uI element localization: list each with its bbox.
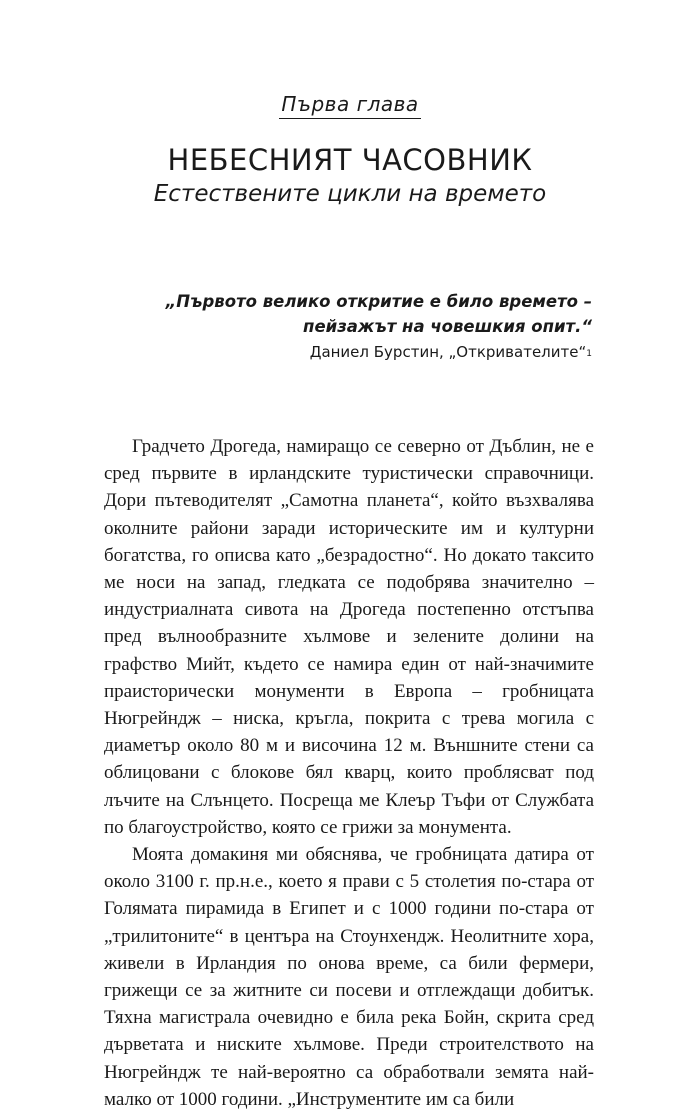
epigraph-quote-line-2: пейзажът на човешкия опит.“ bbox=[303, 317, 592, 336]
chapter-label bbox=[0, 92, 700, 119]
chapter-subtitle: Естествените цикли на времето bbox=[153, 181, 547, 207]
body-text bbox=[104, 433, 594, 1113]
footnote-marker: 1 bbox=[586, 349, 592, 359]
epigraph-attribution-text: Даниел Бурстин, „Откривателите“ bbox=[309, 343, 587, 361]
chapter-title: НЕБЕСНИЯТ ЧАСОВНИК bbox=[167, 143, 533, 177]
body-paragraph-2: Моята домакиня ми обяснява, че гробницата датира от около 3100 г. пр.н.е., което я прави с 5 столетия по-стара от Голямата пирамида в Египет и с 1000 години по-стара от „трилитоните“ в центъра на Стоунхендж. Неолитните хора, живели в Ирландия по онова време, са били фермери, грижещи се за житните си посеви и отглеждащи добитък. Тяхна магистрала очевидно е била река Бойн, скрита сред дърветата и ниските хълмове. Преди строителството на Нюгрейндж те най-вероятно са обработвали земята най-малко от 1000 години. „Инструментите им са били bbox=[104, 844, 594, 1110]
epigraph bbox=[112, 289, 592, 364]
epigraph-quote-line-1: „Първото велико откритие е било времето – bbox=[165, 292, 592, 311]
chapter-label-text: Първа глава bbox=[279, 92, 420, 119]
epigraph-quote bbox=[112, 289, 592, 339]
body-paragraph-1: Градчето Дрогеда, намиращо се северно от Дъблин, не е сред първите в ирландските туристически справочници. Дори пътеводителят „Самотна планета“, който възхвалява околните райони заради историческите им и културни богатства, го описва като „безрадостно“. Но докато таксито ме носи на запад, гледката се подобрява значително – индустриалната сивота на Дрогеда постепенно отстъпва пред вълнообразните хълмове и зелените долини на графство Мийт, където се намира един от най-значимите праисторически монументи в Европа – гробницата Нюгрейндж – ниска, кръгла, покрита с трева могила с диаметър около 80 м и височина 12 м. Външните стени са облицовани с блокове бял кварц, които проблясват под лъчите на Слънцето. Посреща ме Клеър Тъфи от Службата по благоустройство, която се грижи за монумента. bbox=[104, 436, 594, 838]
epigraph-attribution bbox=[112, 341, 592, 364]
